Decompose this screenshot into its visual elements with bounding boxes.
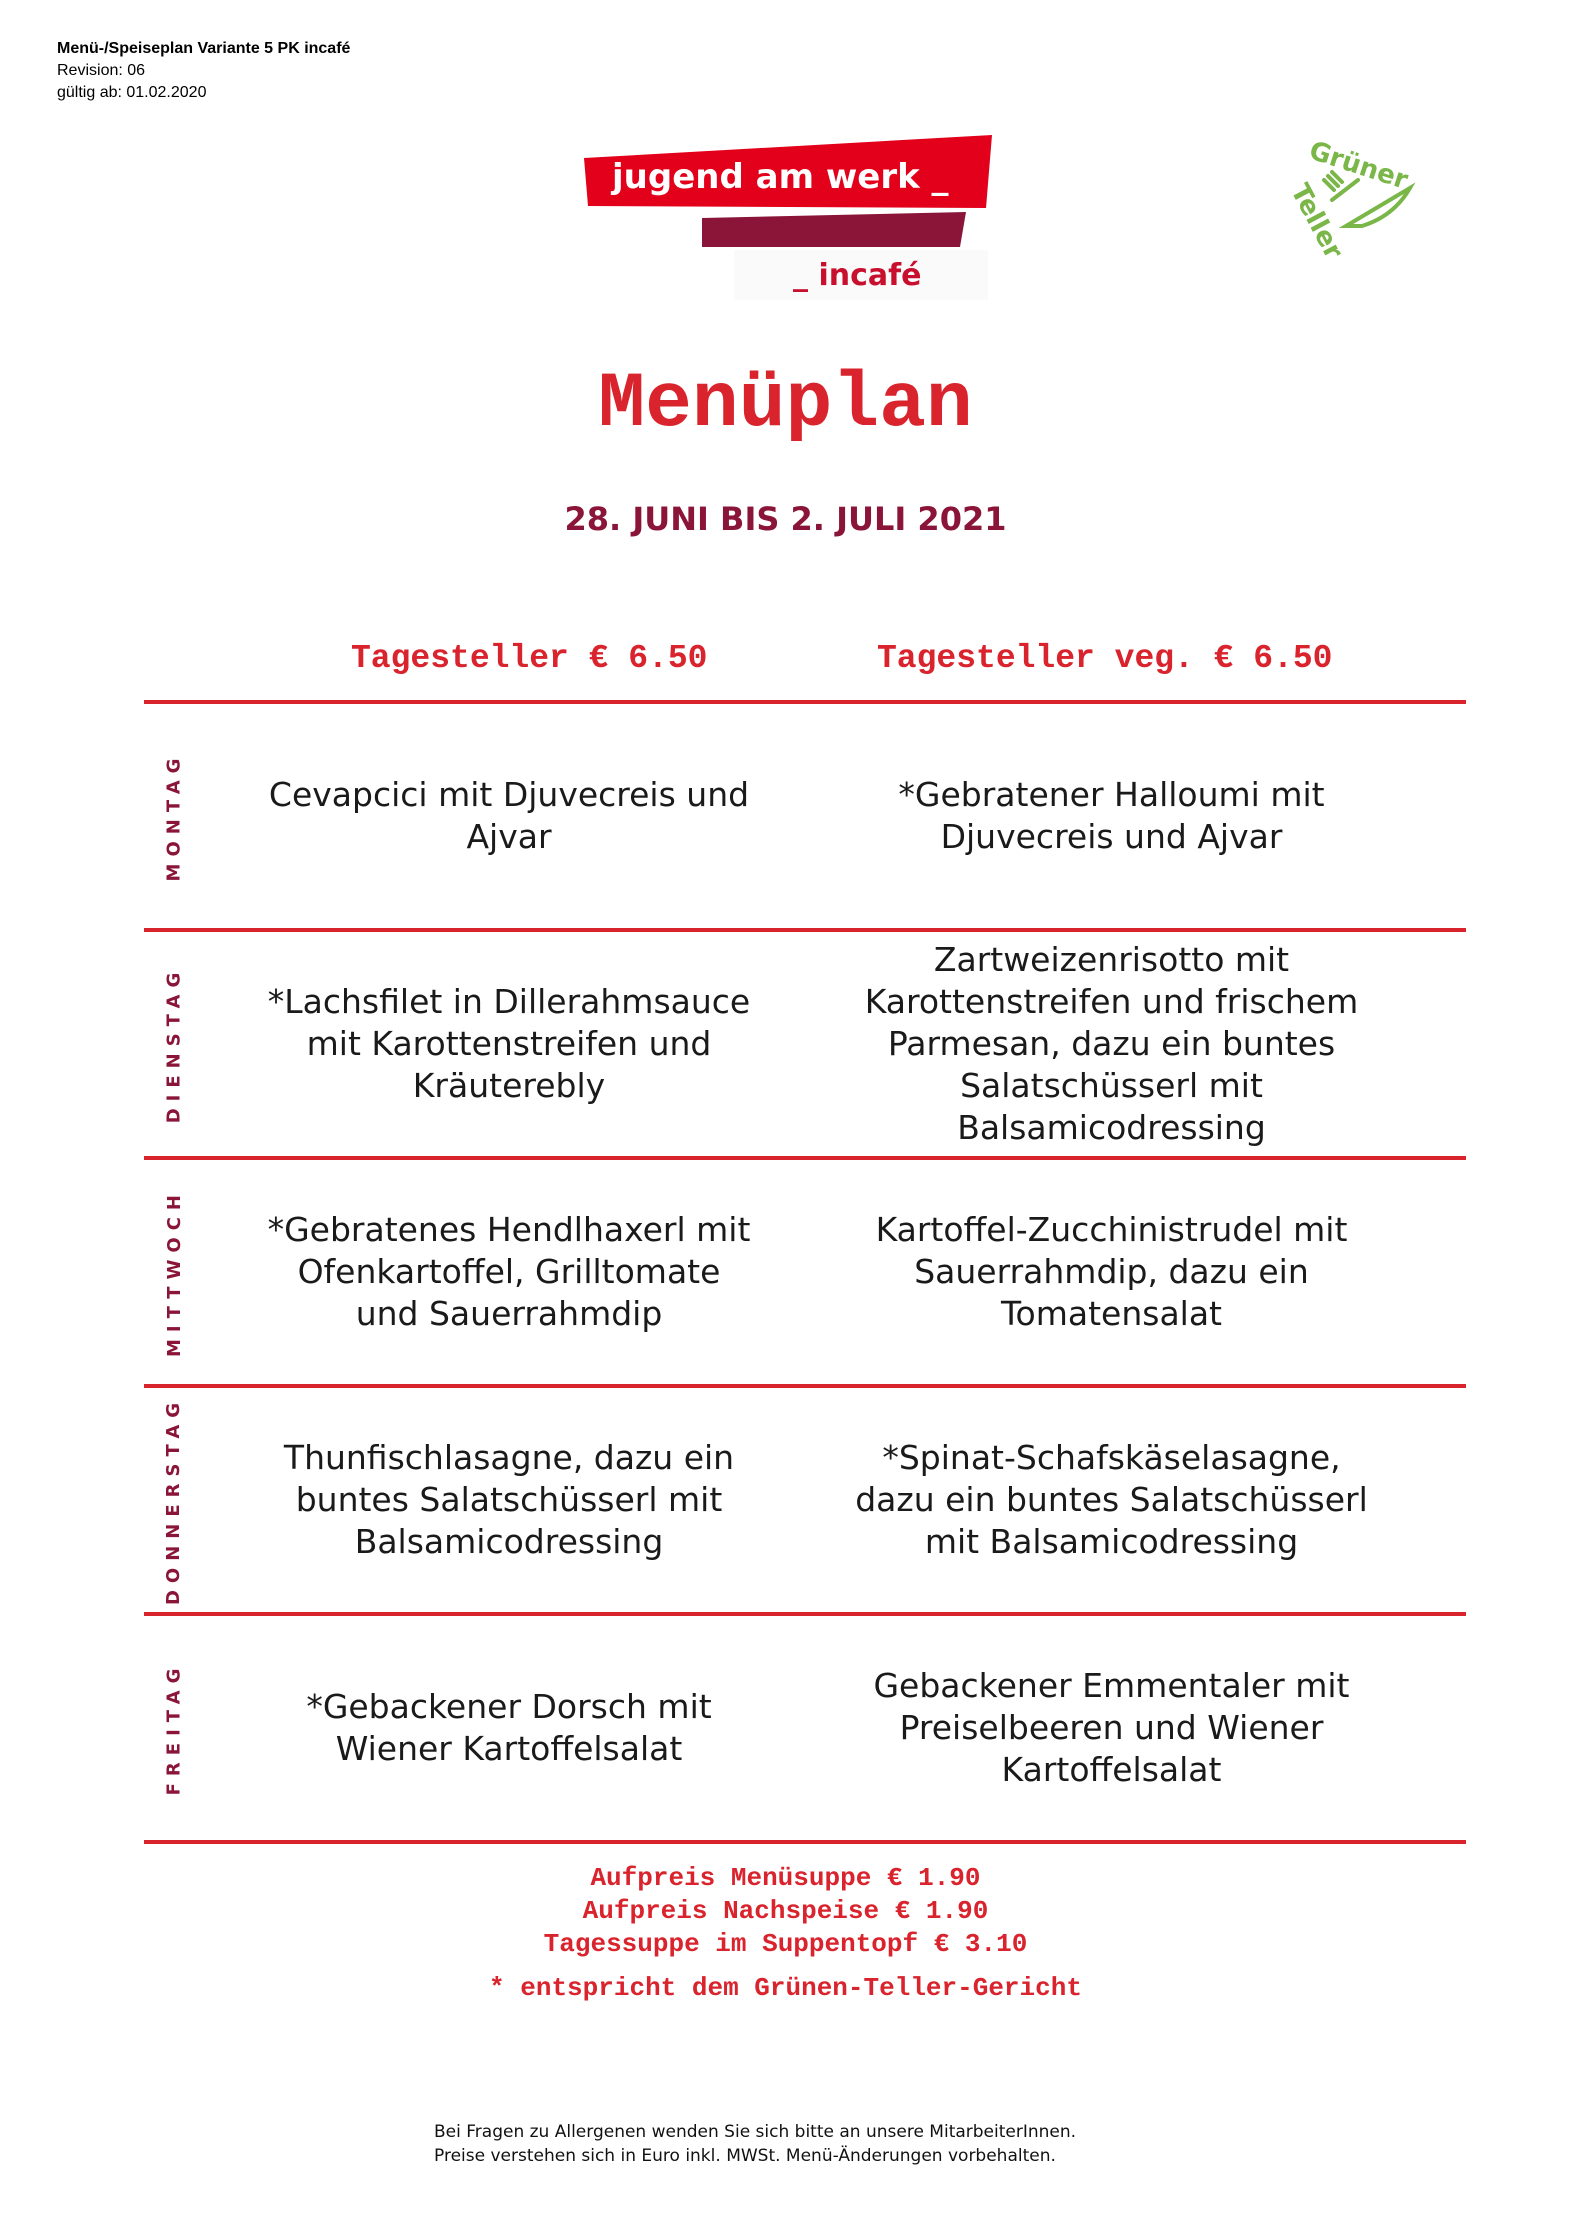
daily-soup-price: Tagessuppe im Suppentopf € 3.10 (543, 1929, 1028, 1959)
column-header-veg: Tagesteller veg. € 6.50 (877, 640, 1333, 677)
table-row (144, 1616, 1466, 1840)
footer-line-2: Preise verstehen sich in Euro inkl. MWSt. Menü-Änderungen vorbehalten. (434, 2146, 1056, 2166)
dish-regular: Thunfischlasagne, dazu ein buntes Salatschüsserl mit Balsamicodressing (283, 1438, 735, 1561)
document-valid-from: gültig ab: 01.02.2020 (57, 84, 207, 101)
day-label (144, 1160, 204, 1384)
gruener-teller-note: * entspricht dem Grünen-Teller-Gericht (489, 1973, 1082, 2003)
column-header-dish: Tagesteller € 6.50 (351, 640, 708, 677)
dish-vegetarian: Zartweizenrisotto mit Karottenstreifen und frischem Parmesan, dazu ein buntes Salatschüsserl mit Balsamicodressing (864, 940, 1359, 1147)
dish-vegetarian: *Spinat-Schafskäselasagne, dazu ein buntes Salatschüsserl mit Balsamicodressing (855, 1438, 1368, 1561)
gruener-teller-badge (1262, 130, 1422, 270)
page-title: Menüplan (598, 361, 973, 449)
document-revision: Revision: 06 (57, 62, 146, 79)
jugend-am-werk-logo (584, 130, 998, 300)
badge-word-2: Teller (1284, 179, 1349, 264)
dish-vegetarian: *Gebratener Halloumi mit Djuvecreis und Ajvar (898, 775, 1325, 856)
dish-vegetarian: Kartoffel-Zucchinistrudel mit Sauerrahmdip, dazu ein Tomatensalat (875, 1210, 1348, 1333)
table-row (144, 1388, 1466, 1612)
menu-table (144, 700, 1466, 1844)
table-row (144, 932, 1466, 1156)
table-row (144, 1160, 1466, 1384)
day-name: MONTAG (163, 751, 185, 881)
footer-note (434, 2120, 1076, 2168)
dish-regular: *Lachsfilet in Dillerahmsauce mit Karottenstreifen und Kräuterebly (267, 982, 751, 1105)
day-label (144, 1388, 204, 1612)
extra-soup-price: Aufpreis Menüsuppe € 1.90 (590, 1863, 981, 1893)
day-name: FREITAG (163, 1661, 185, 1795)
table-rule (144, 1840, 1466, 1844)
dish-vegetarian: Gebackener Emmentaler mit Preiselbeeren und Wiener Kartoffelsalat (873, 1666, 1350, 1789)
dish-regular: Cevapcici mit Djuvecreis und Ajvar (268, 775, 750, 856)
price-extras (0, 1862, 1571, 2005)
logo-brand-text: jugend am werk _ (612, 157, 949, 197)
document-meta (57, 38, 350, 104)
dish-regular: *Gebratenes Hendlhaxerl mit Ofenkartoffel, Grilltomate und Sauerrahmdip (267, 1210, 751, 1333)
day-label (144, 932, 204, 1156)
table-row (144, 704, 1466, 928)
day-label (144, 704, 204, 928)
document-title: Menü-/Speiseplan Variante 5 PK incafé (57, 40, 351, 57)
day-name: DIENSTAG (163, 965, 185, 1123)
date-range: 28. JUNI BIS 2. JULI 2021 (564, 500, 1007, 538)
logo-sub-text: _ incafé (793, 258, 922, 293)
dish-regular: *Gebackener Dorsch mit Wiener Kartoffelsalat (306, 1687, 712, 1768)
badge-word-1: Grüner (1305, 135, 1412, 196)
day-name: DONNERSTAG (163, 1395, 185, 1605)
footer-line-1: Bei Fragen zu Allergenen wenden Sie sich bitte an unsere MitarbeiterInnen. (434, 2122, 1077, 2142)
day-name: MITTWOCH (163, 1187, 185, 1357)
day-label (144, 1616, 204, 1840)
extra-dessert-price: Aufpreis Nachspeise € 1.90 (582, 1896, 989, 1926)
